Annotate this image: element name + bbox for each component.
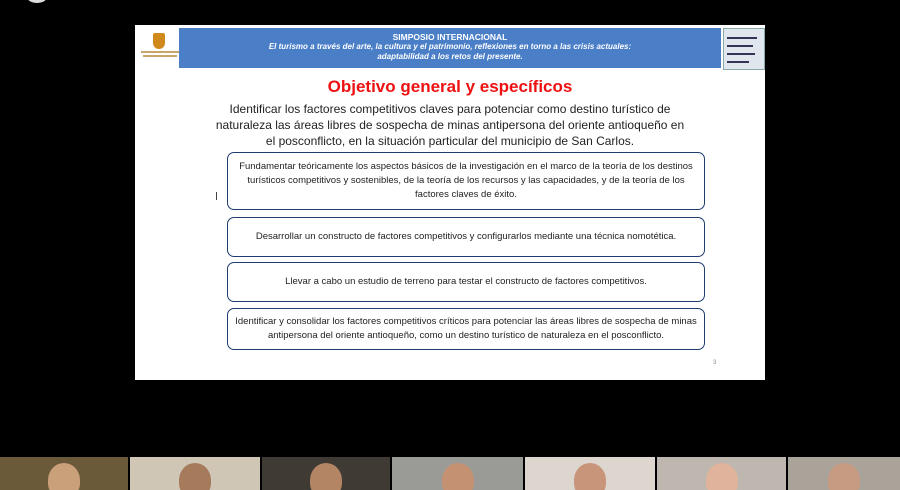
participant-video-strip — [0, 457, 900, 490]
shared-slide — [135, 25, 765, 380]
participant-head — [310, 463, 342, 490]
participant-2-video[interactable] — [130, 457, 260, 490]
participant-6-video[interactable] — [657, 457, 786, 490]
participant-7-video[interactable] — [788, 457, 900, 490]
participant-head — [574, 463, 606, 490]
participant-head — [706, 463, 738, 490]
participant-5-video[interactable] — [525, 457, 655, 490]
participant-head — [442, 463, 474, 490]
slide-banner — [179, 28, 721, 68]
specific-objective-4: Identificar y consolidar los factores competitivos críticos para potenciar las áreas libres de sospecha de minas antipersona del oriente antioqueño, como un destino turístico de naturaleza en el posconflicto. — [227, 308, 705, 350]
participant-1-video[interactable] — [0, 457, 128, 490]
participant-head — [48, 463, 80, 490]
slide-heading: Objetivo general y específicos — [327, 77, 573, 96]
general-objective: Identificar los factores competitivos claves para potenciar como destino turístico de naturaleza las áreas libres de sospecha de minas antipersona del oriente antioqueño en el posconflicto, en la situación particular del municipio de San Carlos. — [215, 102, 685, 148]
banner-subtitle-line2: adaptabilidad a los retos del presente. — [377, 52, 523, 61]
specific-objective-2: Desarrollar un constructo de factores competitivos y configurarlos mediante una técnica nomotética. — [227, 217, 705, 257]
window-icon — [28, 0, 46, 3]
specific-objective-1: Fundamentar teóricamente los aspectos básicos de la investigación en el marco de la teoría de los destinos turísticos competitivos y sostenibles, de la teoría de los recursos y las capacidades, y de la teoría de los factores claves de éxito. — [227, 152, 705, 210]
participant-head — [828, 463, 860, 490]
university-logo — [141, 29, 179, 63]
participant-head — [179, 463, 211, 490]
participant-3-video[interactable] — [262, 457, 390, 490]
slide-page-number: 3 — [713, 360, 717, 366]
participant-4-video[interactable] — [392, 457, 523, 490]
text-cursor-icon — [216, 192, 217, 200]
specific-objective-3: Llevar a cabo un estudio de terreno para testar el constructo de factores competitivos. — [227, 262, 705, 302]
research-group-logo — [723, 28, 765, 70]
banner-title: SIMPOSIO INTERNACIONAL — [392, 32, 508, 42]
banner-subtitle-line1: El turismo a través del arte, la cultura y el patrimonio, reflexiones en torno a las crisis actuales: — [268, 42, 632, 51]
